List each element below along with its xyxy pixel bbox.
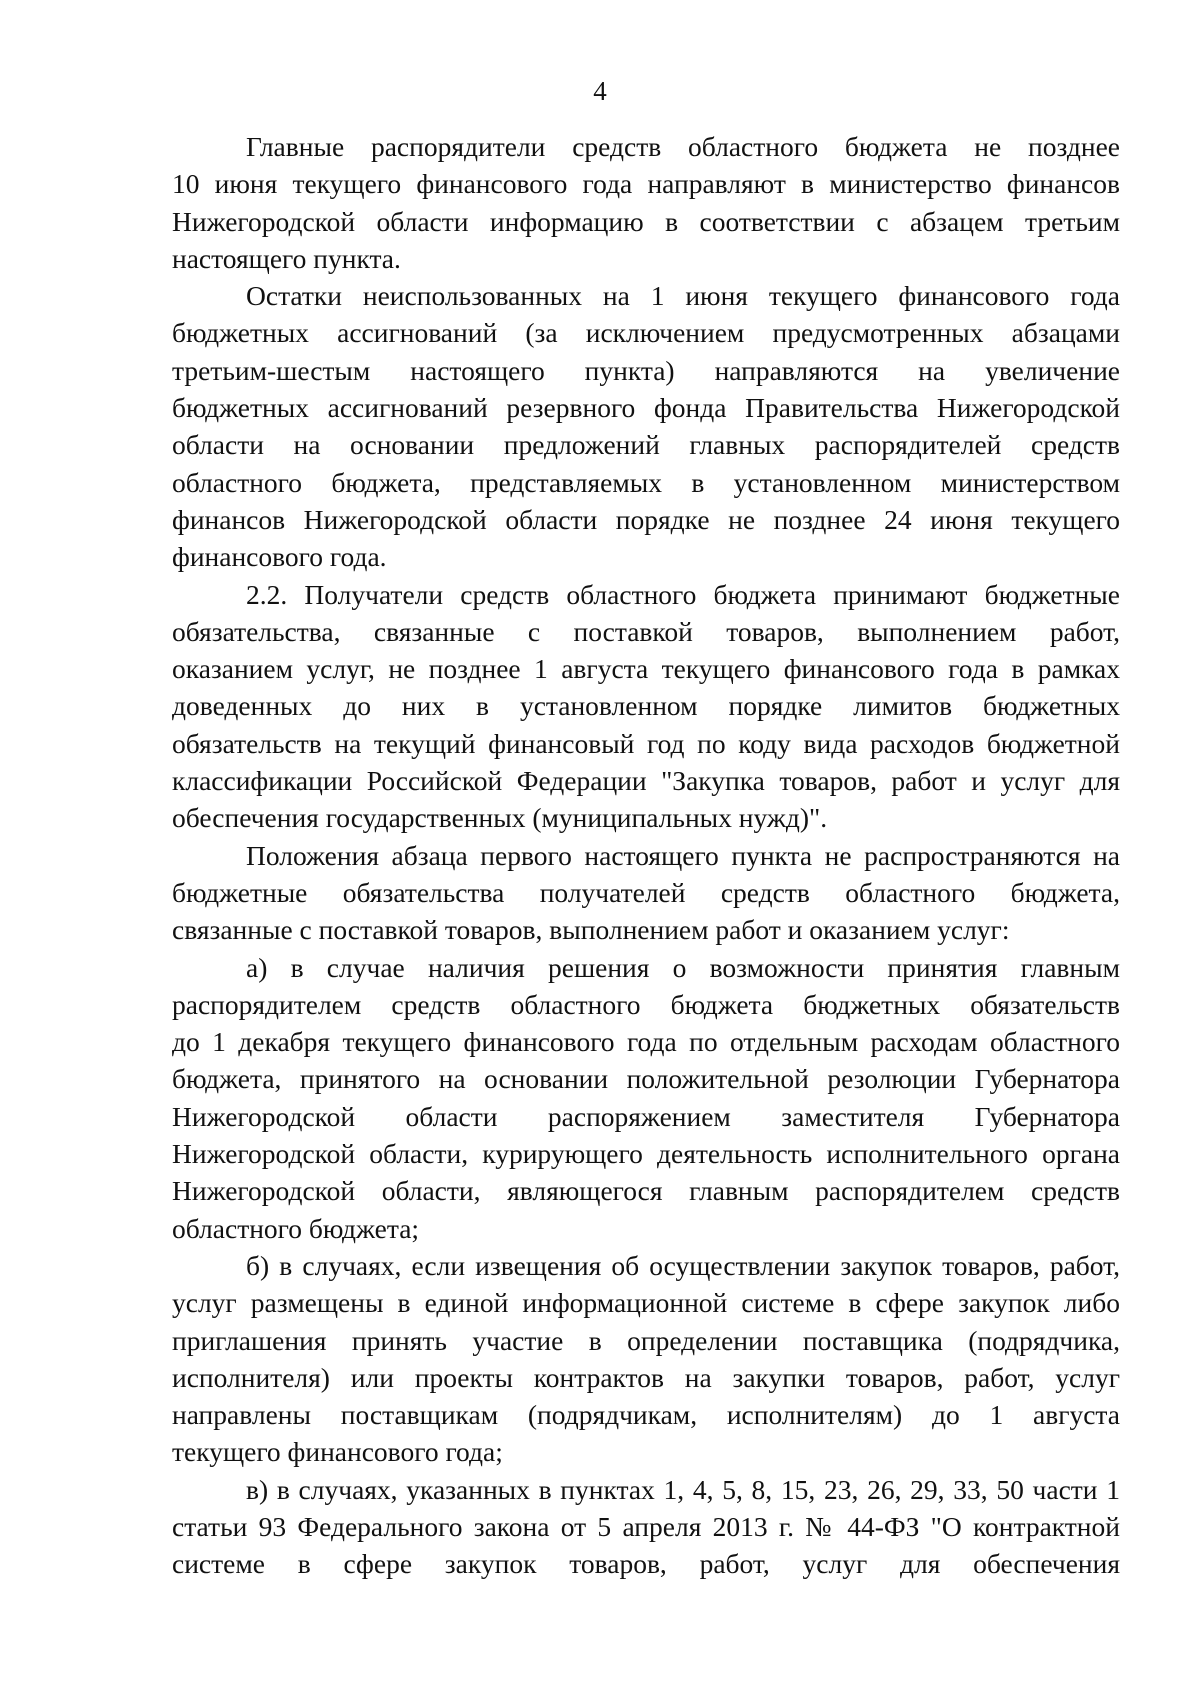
document-body bbox=[172, 128, 1120, 1583]
text-line: услуг размещены в единой информационной системе в сфере закупок либо bbox=[172, 1287, 1120, 1319]
text-line: до 1 декабря текущего финансового года по отдельным расходам областного bbox=[172, 1026, 1120, 1058]
text-line: исполнителя) или проекты контрактов на закупки товаров, работ, услуг bbox=[172, 1361, 1120, 1393]
text-line: текущего финансового года; bbox=[172, 1436, 503, 1468]
text-line: Нижегородской области распоряжением заместителя Губернатора bbox=[172, 1100, 1120, 1132]
paragraph bbox=[172, 837, 1120, 949]
text-line: обеспечения государственных (муниципальных нужд)". bbox=[172, 802, 828, 834]
paragraph bbox=[172, 1471, 1120, 1583]
paragraph bbox=[172, 1247, 1120, 1471]
text-line: 2.2. Получатели средств областного бюджета принимают бюджетные bbox=[246, 578, 1120, 610]
text-line: Нижегородской области, курирующего деятельность исполнительного органа bbox=[172, 1138, 1120, 1170]
text-line: статьи 93 Федерального закона от 5 апреля 2013 г. № 44-ФЗ "О контрактной bbox=[172, 1510, 1120, 1542]
text-line: классификации Российской Федерации "Закупка товаров, работ и услуг для bbox=[172, 765, 1120, 797]
text-line: Остатки неиспользованных на 1 июня текущего финансового года bbox=[246, 280, 1120, 312]
text-line: финансов Нижегородской области порядке не позднее 24 июня текущего bbox=[172, 503, 1120, 535]
text-line: области на основании предложений главных распорядителей средств bbox=[172, 429, 1120, 461]
text-line: оказанием услуг, не позднее 1 августа текущего финансового года в рамках bbox=[172, 653, 1120, 685]
text-line: бюджетных ассигнований (за исключением предусмотренных абзацами bbox=[172, 317, 1120, 349]
text-line: б) в случаях, если извещения об осуществлении закупок товаров, работ, bbox=[246, 1249, 1120, 1281]
text-line: 10 июня текущего финансового года направляют в министерство финансов bbox=[172, 168, 1120, 200]
paragraph bbox=[172, 949, 1120, 1247]
text-line: направлены поставщикам (подрядчикам, исполнителям) до 1 августа bbox=[172, 1399, 1120, 1431]
text-line: приглашения принять участие в определении поставщика (подрядчика, bbox=[172, 1324, 1120, 1356]
text-line: областного бюджета; bbox=[172, 1212, 420, 1244]
text-line: бюджета, принятого на основании положительной резолюции Губернатора bbox=[172, 1063, 1120, 1095]
text-line: связанные с поставкой товаров, выполнением работ и оказанием услуг: bbox=[172, 914, 1010, 946]
text-line: Нижегородской области, являющегося главным распорядителем средств bbox=[172, 1175, 1120, 1207]
text-line: Положения абзаца первого настоящего пункта не распространяются на bbox=[246, 839, 1120, 871]
paragraph bbox=[172, 277, 1120, 575]
text-line: бюджетные обязательства получателей средств областного бюджета, bbox=[172, 876, 1120, 908]
text-line: системе в сфере закупок товаров, работ, услуг для обеспечения bbox=[172, 1548, 1120, 1580]
text-line: обязательства, связанные с поставкой товаров, выполнением работ, bbox=[172, 615, 1120, 647]
text-line: Главные распорядители средств областного бюджета не позднее bbox=[246, 131, 1120, 162]
text-line: областного бюджета, представляемых в установленном министерством bbox=[172, 466, 1120, 498]
text-line: настоящего пункта. bbox=[172, 242, 401, 274]
text-line: бюджетных ассигнований резервного фонда Правительства Нижегородской bbox=[172, 392, 1120, 424]
text-line: в) в случаях, указанных в пунктах 1, 4, 5, 8, 15, 23, 26, 29, 33, 50 части 1 bbox=[246, 1473, 1120, 1505]
text-line: распорядителем средств областного бюджета бюджетных обязательств bbox=[172, 988, 1120, 1020]
text-line: Нижегородской области информацию в соответствии с абзацем третьим bbox=[172, 205, 1120, 237]
text-line: третьим-шестым настоящего пункта) направляются на увеличение bbox=[172, 354, 1120, 386]
text-line: обязательств на текущий финансовый год по коду вида расходов бюджетной bbox=[172, 727, 1120, 759]
page-number: 4 bbox=[593, 76, 607, 106]
text-line: а) в случае наличия решения о возможности принятия главным bbox=[246, 951, 1120, 983]
text-line: доведенных до них в установленном порядке лимитов бюджетных bbox=[172, 690, 1120, 722]
paragraph bbox=[172, 128, 1120, 277]
text-line: финансового года. bbox=[172, 541, 387, 573]
paragraph bbox=[172, 576, 1120, 837]
